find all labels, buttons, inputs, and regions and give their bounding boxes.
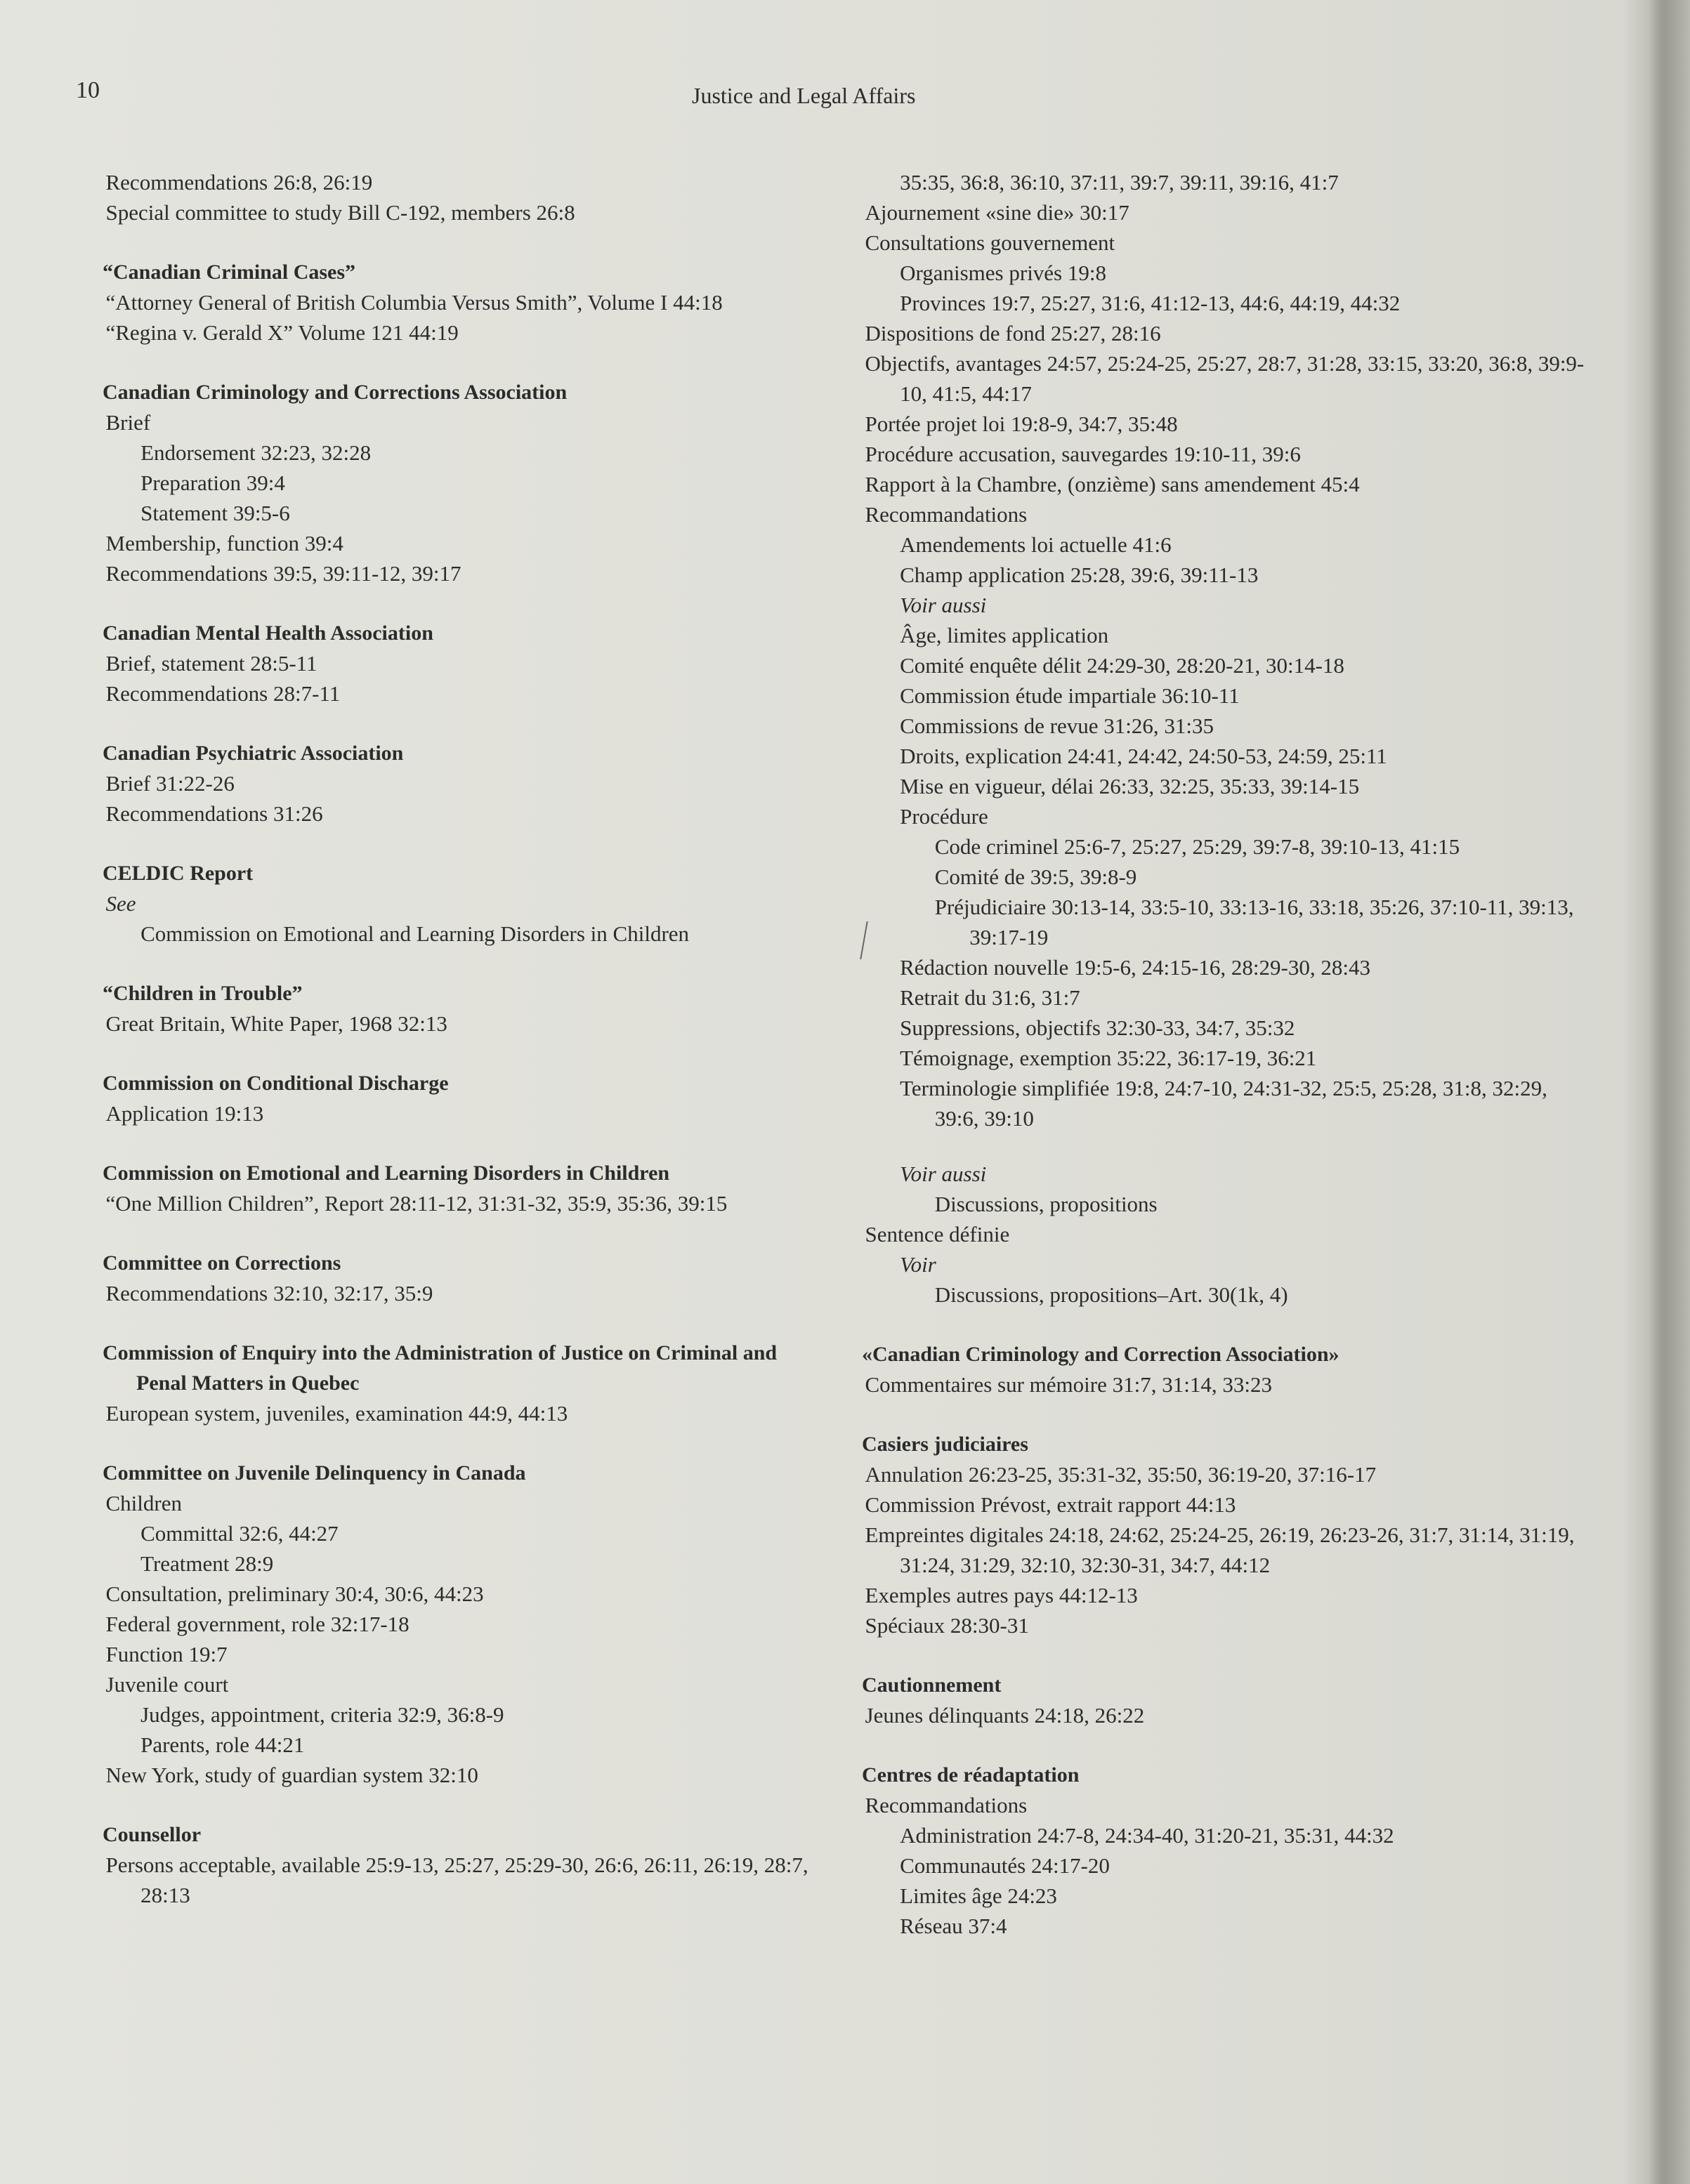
page-number: 10: [76, 77, 100, 103]
index-subentry: Application 19:13: [105, 1101, 264, 1126]
index-subentry: Exemples autres pays 44:12-13: [865, 1583, 1138, 1607]
index-subentry: Voir: [900, 1252, 936, 1277]
index-entry: [832, 167, 1591, 1310]
index-subentry: Administration 24:7-8, 24:34-40, 31:20-21, 35:31, 44:32: [900, 1823, 1394, 1848]
index-subentry: “One Million Children”, Report 28:11-12, 31:31-32, 35:9, 35:36, 39:15: [105, 1191, 728, 1216]
index-heading: CELDIC Report: [103, 862, 254, 885]
index-subentry: Limites âge 24:23: [900, 1883, 1057, 1908]
index-heading: Canadian Psychiatric Association: [103, 742, 404, 765]
index-subentry: Réseau 37:4: [900, 1914, 1007, 1938]
index-subentry: New York, study of guardian system 32:10: [105, 1763, 478, 1787]
index-subentry: Discussions, propositions: [934, 1192, 1158, 1216]
page-binding-edge: [1648, 0, 1690, 2184]
index-subentry: European system, juveniles, examination 44:9, 44:13: [105, 1401, 568, 1426]
index-subentry: Portée projet loi 19:8-9, 34:7, 35:48: [865, 412, 1178, 436]
index-entry: [73, 858, 818, 949]
index-entry: [73, 1068, 818, 1129]
index-subentry: Code criminel 25:6-7, 25:27, 25:29, 39:7-8, 39:10-13, 41:15: [934, 834, 1460, 859]
index-subentry: Recommendations 32:10, 32:17, 35:9: [105, 1281, 433, 1305]
index-subentry: “Attorney General of British Columbia Versus Smith”, Volume I 44:18: [105, 290, 723, 315]
index-subentry: Federal government, role 32:17-18: [105, 1612, 410, 1636]
index-subentry: Suppressions, objectifs 32:30-33, 34:7, 35:32: [900, 1015, 1295, 1040]
index-subentry: Function 19:7: [105, 1642, 228, 1666]
index-subentry: Recommendations 28:7-11: [105, 681, 341, 706]
index-entry: [73, 257, 818, 348]
index-subentry: Mise en vigueur, délai 26:33, 32:25, 35:33, 39:14-15: [900, 774, 1360, 798]
index-subentry: Membership, function 39:4: [105, 531, 343, 555]
index-subentry: Communautés 24:17-20: [900, 1853, 1110, 1878]
index-subentry: Terminologie simplifiée 19:8, 24:7-10, 24:31-32, 25:5, 25:28, 31:8, 32:29, 39:6, 39:10: [900, 1076, 1547, 1131]
index-subentry: Recommendations 39:5, 39:11-12, 39:17: [105, 561, 461, 586]
index-entry: [832, 1670, 1591, 1730]
index-subentry: Spéciaux 28:30-31: [865, 1613, 1029, 1638]
index-entry: [73, 618, 818, 709]
index-entry: [73, 377, 818, 588]
index-entry: [73, 167, 818, 228]
index-subentry: Empreintes digitales 24:18, 24:62, 25:24-25, 26:19, 26:23-26, 31:7, 31:14, 31:19, 31:24, 31:29, 32:10, 32:30-31, 34:7, 44:12: [865, 1522, 1575, 1577]
index-subentry: Juvenile court: [105, 1672, 229, 1697]
index-entry: [73, 1248, 818, 1308]
index-subentry: Préjudiciaire 30:13-14, 33:5-10, 33:13-16, 33:18, 35:26, 37:10-11, 39:13, 39:17-19: [934, 895, 1574, 949]
index-heading: Casiers judiciaires: [862, 1433, 1028, 1456]
index-subentry: Persons acceptable, available 25:9-13, 25:27, 25:29-30, 26:6, 26:11, 26:19, 28:7, 28:13: [105, 1853, 808, 1907]
index-heading: Commission of Enquiry into the Administration of Justice on Criminal and Penal Matters in Quebec: [103, 1341, 778, 1395]
index-subentry: Champ application 25:28, 39:6, 39:11-13: [900, 563, 1259, 587]
index-heading: Cautionnement: [862, 1673, 1002, 1697]
index-entry: [73, 1338, 818, 1428]
index-subentry: Special committee to study Bill C-192, members 26:8: [105, 200, 575, 225]
index-subentry: Rapport à la Chambre, (onzième) sans amendement 45:4: [865, 472, 1360, 496]
index-subentry: Endorsement 32:23, 32:28: [140, 440, 372, 465]
index-subentry: Rédaction nouvelle 19:5-6, 24:15-16, 28:29-30, 28:43: [900, 955, 1370, 980]
index-subentry: Discussions, propositions–Art. 30(1k, 4): [934, 1282, 1288, 1307]
index-subentry: “Regina v. Gerald X” Volume 121 44:19: [105, 320, 459, 345]
index-subentry: Jeunes délinquants 24:18, 26:22: [865, 1703, 1145, 1728]
index-heading: «Canadian Criminology and Correction Association»: [862, 1343, 1339, 1366]
index-subentry: Children: [105, 1491, 182, 1515]
index-subentry: Droits, explication 24:41, 24:42, 24:50-53, 24:59, 25:11: [900, 744, 1387, 768]
index-subentry: Commentaires sur mémoire 31:7, 31:14, 33:23: [865, 1372, 1272, 1397]
index-subentry: Recommandations: [865, 1793, 1028, 1817]
index-subentry: Comité enquête délit 24:29-30, 28:20-21, 30:14-18: [900, 653, 1344, 678]
index-subentry: Consultation, preliminary 30:4, 30:6, 44:23: [105, 1581, 484, 1606]
index-entry: [73, 738, 818, 829]
index-subentry: Procédure accusation, sauvegardes 19:10-11, 39:6: [865, 442, 1301, 466]
index-subentry: Preparation 39:4: [140, 471, 285, 495]
index-subentry: Statement 39:5-6: [140, 501, 290, 525]
index-subentry: Committal 32:6, 44:27: [140, 1521, 339, 1546]
index-subentry: See: [105, 891, 136, 916]
index-subentry: Témoignage, exemption 35:22, 36:17-19, 36:21: [900, 1046, 1317, 1070]
index-subentry: Brief 31:22-26: [105, 771, 235, 796]
index-entry: [73, 1820, 818, 1910]
index-subentry: Voir aussi: [900, 593, 987, 617]
index-heading: Commission on Conditional Discharge: [103, 1072, 449, 1095]
index-subentry: Dispositions de fond 25:27, 28:16: [865, 321, 1161, 346]
index-subentry: Commission étude impartiale 36:10-11: [900, 683, 1240, 708]
index-column-left: [73, 167, 818, 1940]
index-subentry: 35:35, 36:8, 36:10, 37:11, 39:7, 39:11, 39:16, 41:7: [900, 170, 1339, 195]
index-subentry: Amendements loi actuelle 41:6: [900, 532, 1172, 557]
index-heading: Centres de réadaptation: [862, 1763, 1080, 1787]
index-subentry: Recommendations 26:8, 26:19: [105, 170, 373, 195]
index-heading: Commission on Emotional and Learning Disorders in Children: [103, 1162, 670, 1185]
index-subentry: Parents, role 44:21: [140, 1732, 305, 1757]
index-subentry: Brief, statement 28:5-11: [105, 651, 317, 676]
index-subentry: Consultations gouvernement: [865, 230, 1115, 255]
index-entry: [73, 978, 818, 1039]
index-subentry: Provinces 19:7, 25:27, 31:6, 41:12-13, 44:6, 44:19, 44:32: [900, 291, 1401, 315]
index-subentry: Commission on Emotional and Learning Disorders in Children: [140, 921, 690, 946]
index-subentry: Commissions de revue 31:26, 31:35: [900, 713, 1214, 738]
index-heading: Canadian Mental Health Association: [103, 621, 433, 645]
index-entry: [832, 1339, 1591, 1400]
index-subentry: Organismes privés 19:8: [900, 261, 1106, 285]
index-subentry: Commission Prévost, extrait rapport 44:13: [865, 1492, 1236, 1517]
index-entry: [832, 1429, 1591, 1640]
index-subentry: Sentence définie: [865, 1222, 1010, 1246]
index-heading: Committee on Corrections: [103, 1251, 341, 1275]
index-entry: [73, 1158, 818, 1218]
index-subentry: Ajournement «sine die» 30:17: [865, 200, 1129, 225]
index-heading: Canadian Criminology and Corrections Association: [103, 381, 568, 404]
index-subentry: Objectifs, avantages 24:57, 25:24-25, 25:27, 28:7, 31:28, 33:15, 33:20, 36:8, 39:9-10, 41:5, 44:17: [865, 351, 1585, 406]
index-subentry: Âge, limites application: [900, 623, 1109, 647]
index-subentry: Comité de 39:5, 39:8-9: [934, 864, 1137, 889]
index-entry: [73, 1458, 818, 1790]
index-entry: [832, 1760, 1591, 1941]
index-subentry: Brief: [105, 410, 151, 435]
index-subentry: Procédure: [900, 804, 988, 829]
index-heading: Counsellor: [103, 1823, 202, 1846]
index-subentry: Judges, appointment, criteria 32:9, 36:8-9: [140, 1702, 504, 1727]
index-heading: Committee on Juvenile Delinquency in Canada: [103, 1461, 526, 1485]
index-subentry: Great Britain, White Paper, 1968 32:13: [105, 1011, 447, 1036]
index-heading: “Children in Trouble”: [103, 982, 303, 1005]
index-heading: “Canadian Criminal Cases”: [103, 261, 356, 284]
index-subentry: Voir aussi: [900, 1162, 987, 1186]
index-subentry: Annulation 26:23-25, 35:31-32, 35:50, 36:19-20, 37:16-17: [865, 1462, 1377, 1487]
index-subentry: Retrait du 31:6, 31:7: [900, 985, 1080, 1010]
index-column-right: [832, 167, 1591, 1971]
index-subentry: Treatment 28:9: [140, 1551, 274, 1576]
index-subentry: Recommendations 31:26: [105, 801, 323, 826]
index-subentry: Recommandations: [865, 502, 1028, 527]
running-head: Justice and Legal Affairs: [692, 83, 916, 108]
